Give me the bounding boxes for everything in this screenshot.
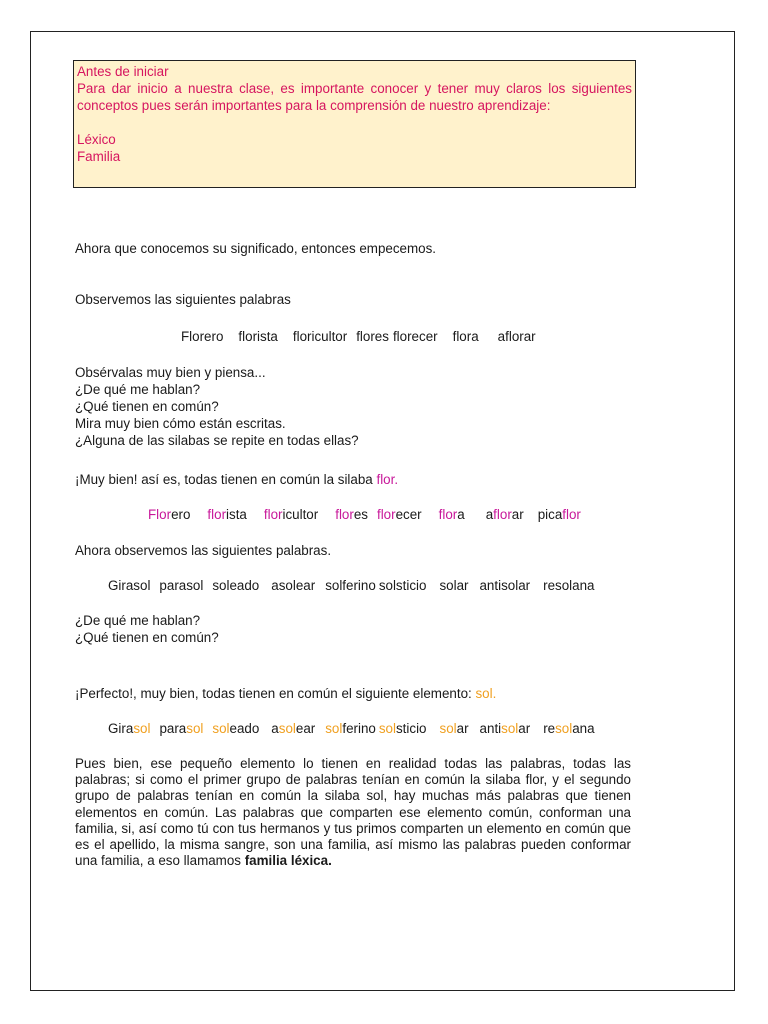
flor-hl-word-2: floricultor bbox=[263, 507, 319, 522]
sol-hl-word-5: solsticio bbox=[378, 721, 427, 736]
sol-hl-word-1: parasol bbox=[159, 721, 204, 736]
question-2-1: ¿Qué tienen en común? bbox=[75, 630, 219, 645]
result-highlight-flor: flor. bbox=[376, 472, 399, 487]
flor-word-3: flores bbox=[356, 329, 389, 344]
sol-word-5: solsticio bbox=[378, 578, 427, 593]
flor-hl-word-6: aflorar bbox=[485, 507, 524, 522]
word-list-flor bbox=[181, 328, 536, 345]
sol-hl-word-7: antisolar bbox=[479, 721, 531, 736]
word-list-flor-highlighted bbox=[148, 506, 581, 523]
word-list-sol-highlighted bbox=[108, 720, 595, 737]
flor-word-4: florecer bbox=[392, 329, 438, 344]
flor-word-1: florista bbox=[238, 329, 278, 344]
observe-line-2: Ahora observemos las siguientes palabras. bbox=[75, 543, 332, 558]
closing-paragraph bbox=[75, 756, 631, 869]
sol-hl-word-8: resolana bbox=[543, 721, 595, 736]
result-line-2 bbox=[75, 685, 631, 702]
question-1-3: Mira muy bien cómo están escritas. bbox=[75, 416, 286, 431]
closing-bold-term: familia léxica. bbox=[244, 853, 332, 869]
flor-word-6: aflorar bbox=[497, 329, 536, 344]
sol-word-8: resolana bbox=[543, 578, 595, 593]
sol-word-0: Girasol bbox=[108, 578, 151, 593]
sol-hl-word-3: asolear bbox=[271, 721, 316, 736]
sol-word-1: parasol bbox=[159, 578, 204, 593]
question-1-4: ¿Alguna de las silabas se repite en todas ellas? bbox=[75, 433, 359, 448]
intro-box bbox=[73, 60, 636, 188]
intro-body: Para dar inicio a nuestra clase, es importante conocer y tener muy claros los siguientes conceptos pues serán importantes para la comprensión de nuestro aprendizaje: bbox=[77, 81, 632, 113]
questions-list-2 bbox=[75, 612, 219, 646]
result-highlight-sol: sol. bbox=[475, 686, 497, 701]
result-line-1 bbox=[75, 471, 631, 488]
question-1-0: Obsérvalas muy bien y piensa... bbox=[75, 365, 266, 380]
flor-word-2: floricultor bbox=[292, 329, 348, 344]
result-text-1: ¡Muy bien! así es, todas tienen en común la silaba bbox=[75, 472, 377, 487]
sol-word-3: asolear bbox=[271, 578, 316, 593]
question-1-1: ¿De qué me hablan? bbox=[75, 382, 201, 397]
sol-word-4: solferino bbox=[325, 578, 376, 593]
flor-hl-word-5: flora bbox=[438, 507, 465, 522]
flor-hl-word-3: flores bbox=[335, 507, 368, 522]
sol-word-7: antisolar bbox=[479, 578, 531, 593]
intro-term-familia: Familia bbox=[77, 149, 121, 164]
closing-text: Pues bien, ese pequeño elemento lo tienen en realidad todas las palabras, todas las palabras; si como el primer grupo de palabras tenían en común la silaba flor, y el segundo grupo de palabras tenían en común la silaba sol, hay muchas más palabras que tienen elementos en común. Las palabras que comparten ese elemento común, conforman una familia, si, así como tú con tus hermanos y tus primos comparten un elemento en común que es el apellido, la misma sangre, son una familia, así mismo las palabras pueden conformar una familia, a eso llamamos bbox=[75, 756, 631, 869]
flor-word-0: Florero bbox=[181, 329, 224, 344]
observe-line-1: Observemos las siguientes palabras bbox=[75, 292, 291, 307]
flor-word-5: flora bbox=[452, 329, 479, 344]
question-2-0: ¿De qué me hablan? bbox=[75, 613, 201, 628]
intro-term-lexico: Léxico bbox=[77, 132, 116, 147]
result-text-2: ¡Perfecto!, muy bien, todas tienen en común el siguiente elemento: bbox=[75, 686, 476, 701]
flor-hl-word-7: picaflor bbox=[537, 507, 581, 522]
sol-hl-word-4: solferino bbox=[325, 721, 376, 736]
sol-hl-word-2: soleado bbox=[212, 721, 260, 736]
sol-hl-word-6: solar bbox=[439, 721, 469, 736]
sol-word-2: soleado bbox=[212, 578, 260, 593]
sol-hl-word-0: Girasol bbox=[108, 721, 151, 736]
word-list-sol bbox=[108, 577, 594, 594]
flor-hl-word-0: Florero bbox=[148, 507, 191, 522]
start-line: Ahora que conocemos su significado, entonces empecemos. bbox=[75, 241, 437, 256]
questions-list-1 bbox=[75, 364, 359, 449]
sol-word-6: solar bbox=[439, 578, 469, 593]
flor-hl-word-4: florecer bbox=[376, 507, 422, 522]
question-1-2: ¿Qué tienen en común? bbox=[75, 399, 219, 414]
intro-title: Antes de iniciar bbox=[77, 64, 169, 79]
flor-hl-word-1: florista bbox=[207, 507, 247, 522]
